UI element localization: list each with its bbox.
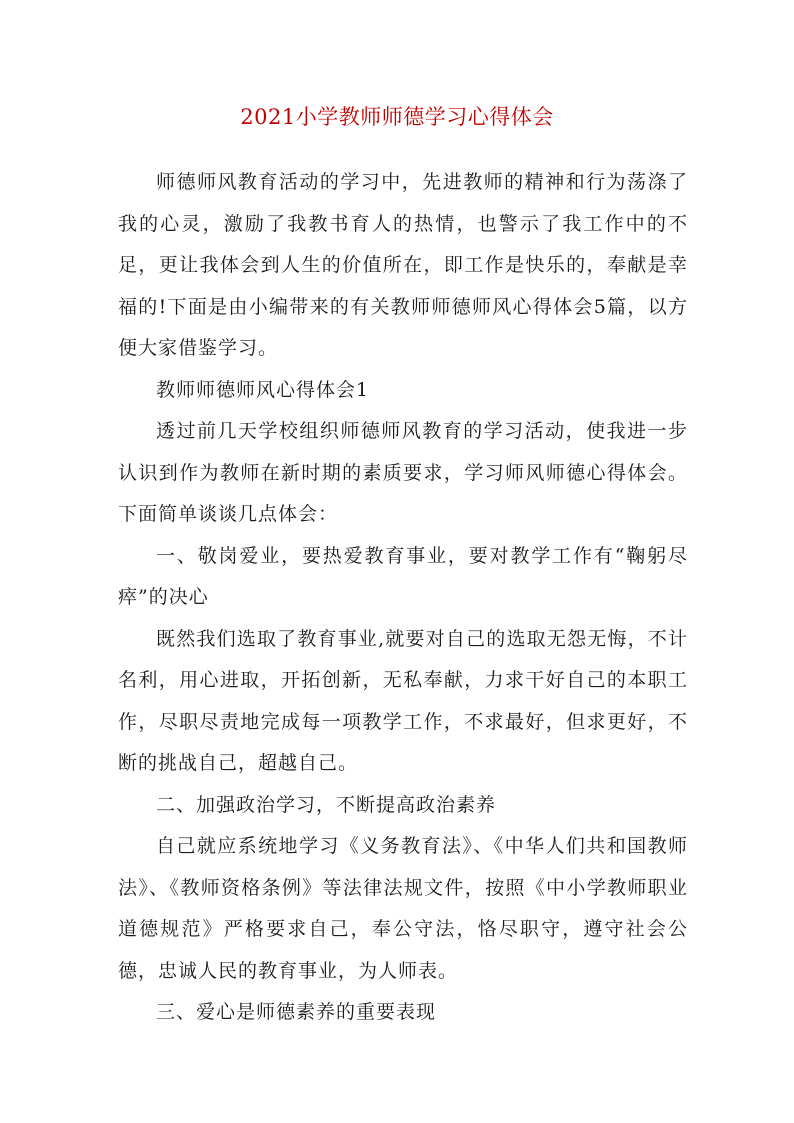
paragraph-intro: 师德师风教育活动的学习中，先进教师的精神和行为荡涤了我的心灵，激励了我教书育人的热情，也警示了我工作中的不足，更让我体会到人生的价值所在，即工作是快乐的，奉献是幸福的!下面是由小编带来的有关教师师德师风心得体会5篇，以方便大家借鉴学习。 (118, 171, 688, 359)
subheading-3: 三、爱心是师德素养的重要表现 (156, 1001, 437, 1023)
section-heading-1: 教师师德师风心得体会1 (156, 378, 370, 401)
paragraph-subheading-2: 自己就应系统地学习《义务教育法》、《中华人们共和国教师法》、《教师资格条例》等法律法规文件，按照《中小学教师职业道德规范》严格要求自己，奉公守法，恪尽职守，遵守社会公德，忠诚人民的教育事业，为人师表。 (118, 835, 688, 982)
document-body (118, 162, 688, 1034)
paragraph-subheading-1: 既然我们选取了教育事业,就要对自己的选取无怨无悔，不计名利，用心进取，开拓创新，无私奉献，力求干好自己的本职工作，尽职尽责地完成每一项教学工作，不求最好，但求更好，不断的挑战自己，超越自己。 (118, 627, 688, 774)
paragraph-section-1: 透过前几天学校组织师德师风教育的学习活动，使我进一步认识到作为教师在新时期的素质要求，学习师风师德心得体会。下面简单谈谈几点体会： (118, 420, 688, 525)
subheading-1: 一、敬岗爱业，要热爱教育事业，要对教学工作有“鞠躬尽瘁”的决心 (118, 544, 688, 608)
subheading-2: 二、加强政治学习，不断提高政治素养 (156, 793, 497, 816)
document-title: 2021小学教师师德学习心得体会 (240, 105, 554, 129)
